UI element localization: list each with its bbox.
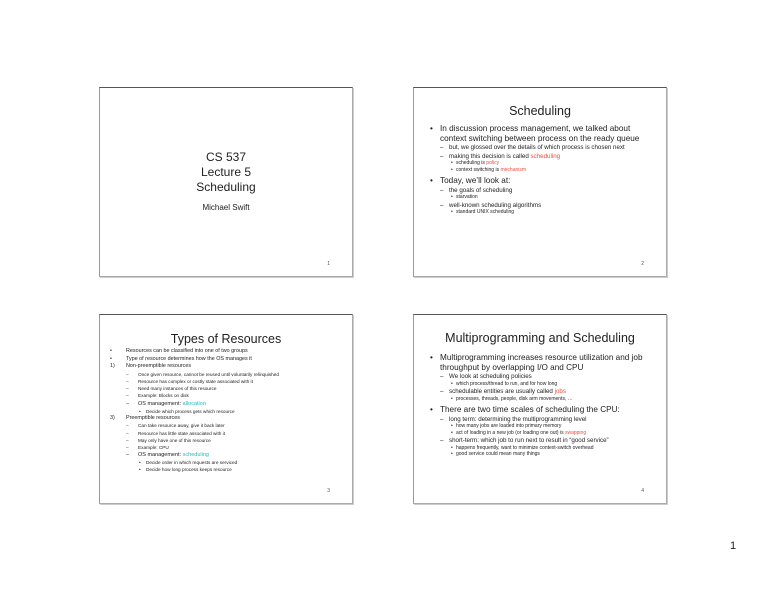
sub-bullet [108, 400, 342, 408]
text: Decide which process gets which resource [146, 408, 235, 414]
text: Example: CPU [138, 445, 169, 450]
slide-number: 3 [327, 488, 330, 494]
slide-number: 1 [327, 261, 330, 267]
sub-sub-bullet: • good service could mean many things [426, 451, 652, 458]
list-marker: 1) [110, 363, 115, 370]
numbered-item [108, 415, 342, 423]
highlight: swapping [564, 429, 587, 436]
title-line: Lecture 5 [200, 165, 252, 179]
numbered-item [108, 363, 342, 371]
sub-bullet [108, 371, 342, 378]
text: schedulable entities are usually called [449, 388, 555, 396]
dash-icon: – [126, 386, 129, 392]
slide-body [426, 124, 652, 216]
text: scheduling is [456, 160, 487, 166]
dash-icon: – [126, 400, 130, 407]
slide-title: Multiprogramming and Scheduling [445, 331, 635, 345]
bullet-icon: • [110, 355, 112, 362]
sub-sub-bullet [426, 167, 652, 174]
bullet [108, 348, 342, 356]
text: Resource has complex or costly state associated with it [138, 378, 253, 384]
bullet: • There are two time scales of scheduling the CPU: [426, 405, 652, 415]
text: Once given resource, cannot be reused until voluntarily relinquished [138, 371, 279, 377]
slide-title: Scheduling [509, 104, 571, 118]
sub-bullet [108, 444, 342, 451]
slide-2 [413, 87, 667, 277]
slide-body [426, 353, 652, 458]
sub-sub-bullet [108, 459, 342, 466]
sub-sub-bullet: • starvation [426, 194, 652, 201]
slide-title: Types of Resources [170, 332, 282, 346]
dash-icon: – [126, 371, 129, 377]
text: context switching is [456, 166, 501, 173]
bullet-icon: • [110, 348, 112, 354]
highlight: mechanism [500, 166, 527, 173]
sub-sub-bullet [426, 430, 652, 437]
bullet-icon: • [139, 460, 141, 466]
text: Can take resource away, give it back later [138, 423, 225, 429]
highlight: scheduling [182, 452, 209, 459]
sub-bullet [426, 153, 652, 160]
bullet [108, 356, 342, 364]
sub-bullet [108, 385, 342, 392]
dash-icon: – [126, 445, 129, 450]
text: Resources can be classified into one of two groups [126, 348, 248, 354]
dash-icon: – [126, 378, 129, 384]
text: May only have one of this resource [138, 437, 211, 443]
text: Need many instances of this resource [138, 386, 217, 392]
title-line: CS 537 [205, 150, 247, 164]
highlight: jobs [554, 388, 566, 396]
text: Type of resource determines how the OS manages it [126, 355, 252, 362]
highlight: scheduling [530, 152, 561, 160]
text: Resource has little state associated with it [138, 430, 226, 436]
title-block [100, 150, 352, 212]
bullet: • In discussion process management, we talked about context switching between process on the ready queue [426, 124, 652, 143]
sub-bullet: – long term: determining the multiprogramming level [426, 416, 652, 423]
text: OS management: [138, 400, 183, 407]
sub-bullet: – We look at scheduling policies [426, 373, 652, 380]
sub-bullet [108, 422, 342, 429]
text: Non-preemptible resources [126, 363, 192, 370]
text: Example: Blocks on disk [138, 393, 189, 399]
sub-sub-bullet: • standard UNIX scheduling [426, 209, 652, 216]
sub-bullet [108, 451, 342, 459]
sub-bullet [108, 437, 342, 444]
text: Decide order in which requests are serviced [146, 460, 238, 466]
bullet-icon: • [139, 408, 141, 414]
sub-bullet [108, 378, 342, 385]
bullet-icon: • [139, 467, 141, 473]
slide-number: 4 [641, 488, 644, 494]
author: Michael Swift [202, 203, 250, 212]
dash-icon: – [126, 423, 129, 429]
sub-bullet: – the goals of scheduling [426, 187, 652, 194]
slide-1 [99, 87, 353, 277]
bullet: • Multiprogramming increases resource utilization and job throughput by overlapping I/O and CPU [426, 353, 652, 372]
slide-body [108, 348, 342, 474]
sub-bullet: – well-known scheduling algorithms [426, 202, 652, 209]
text: making this decision is called [449, 152, 531, 160]
page-number: 1 [730, 540, 737, 552]
sub-bullet [108, 392, 342, 399]
text: OS management: [138, 452, 183, 459]
dash-icon: – [126, 430, 129, 436]
slide-4 [413, 314, 667, 504]
sub-sub-bullet [426, 160, 652, 167]
sub-sub-bullet: • processes, threads, people, disk arm movements, … [426, 396, 652, 403]
dash-icon: – [126, 393, 129, 399]
dash-icon: – [126, 437, 129, 443]
list-marker: 3) [110, 414, 115, 421]
bullet: • Today, we’ll look at: [426, 176, 652, 186]
text: act of loading in a new job (or loading one out) is [456, 429, 565, 436]
text: Decide how long process keeps resource [146, 467, 232, 473]
slide-number: 2 [641, 261, 644, 267]
sub-sub-bullet: • which process/thread to run, and for how long [426, 381, 652, 388]
title-line: Scheduling [196, 180, 256, 194]
sub-bullet [426, 388, 652, 395]
highlight: policy [486, 160, 500, 166]
highlight: allocation [182, 400, 206, 407]
sub-sub-bullet [108, 408, 342, 415]
dash-icon: – [126, 452, 130, 459]
sub-bullet: – short-term: which job to run next to result in “good service” [426, 437, 652, 444]
sub-sub-bullet: • how many jobs are loaded into primary memory [426, 423, 652, 430]
slide-3 [99, 314, 353, 504]
sub-bullet: – but, we glossed over the details of which process is chosen next [426, 144, 652, 151]
sub-sub-bullet [108, 466, 342, 473]
sub-sub-bullet: • happens frequently, want to minimize context-switch overhead [426, 445, 652, 452]
text: Preemptible resources [126, 414, 180, 421]
sub-bullet [108, 430, 342, 437]
